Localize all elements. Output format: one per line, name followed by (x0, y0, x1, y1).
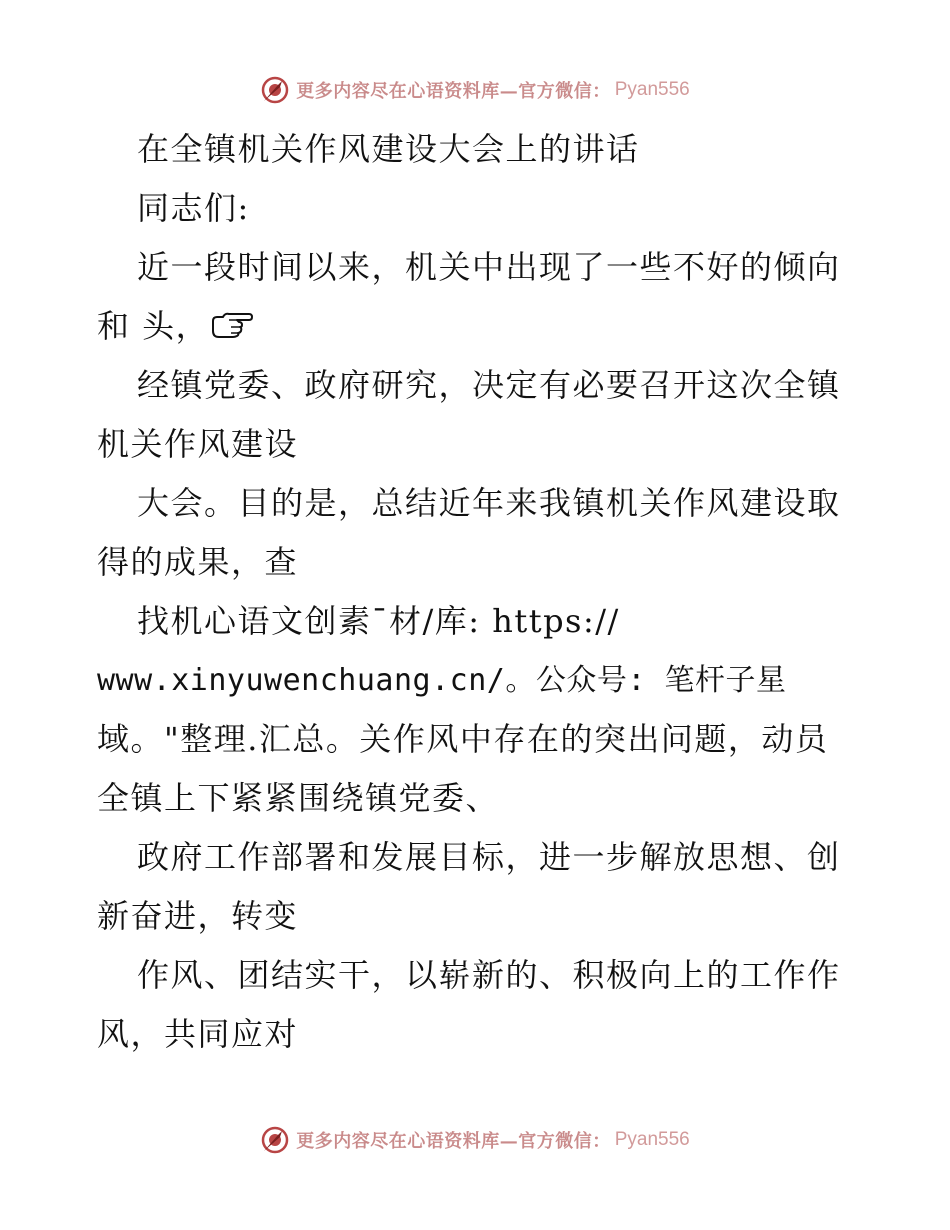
paragraph-line: 和 头， (97, 307, 210, 345)
paragraph-line: 作风、团结实干，以崭新的、积极向上的工作作 (137, 956, 841, 994)
paragraph-line: 近一段时间以来，机关中出现了一些不好的倾向 (137, 248, 841, 286)
quill-seal-icon (260, 1125, 290, 1155)
paragraph-line: 大会。目的是，总结近年来我镇机关作风建设取 (137, 484, 841, 522)
paragraph-line: 政府工作部署和发展目标，进一步解放思想、创 (137, 838, 841, 876)
paragraph-line: 全镇上下紧紧围绕镇党委、 (97, 779, 500, 817)
document-title: 在全镇机关作风建设大会上的讲话 (137, 130, 640, 168)
pointing-hand-icon (209, 311, 253, 339)
paragraph-line-url: www.xinyuwenchuang.cn/。公众号: 笔杆子星 (97, 663, 787, 698)
paragraph-line: 经镇党委、政府研究，决定有必要召开这次全镇 (137, 366, 841, 404)
paragraph-line: 找机心语文创素¯材/库: https:// (137, 602, 620, 640)
banner-text: 更多内容尽在心语资料库—官方微信： (296, 81, 611, 102)
paragraph-line: 风，共同应对 (97, 1015, 299, 1053)
paragraph-line: 机关作风建设 (97, 425, 299, 463)
greeting: 同志们: (137, 189, 250, 227)
wechat-id: Pyan556 (614, 79, 690, 100)
banner-text: 更多内容尽在心语资料库—官方微信： (296, 1131, 611, 1152)
paragraph-line-with-icon (97, 297, 857, 356)
paragraph-line: 得的成果，查 (97, 543, 299, 581)
quill-seal-icon (260, 75, 290, 105)
paragraph-line: 域。"整理.汇总。关作风中存在的突出问题，动员 (97, 720, 829, 758)
paragraph-line: 新奋进，转变 (97, 897, 299, 935)
wechat-id: Pyan556 (614, 1129, 690, 1150)
document-body (97, 120, 857, 1064)
header-banner (0, 70, 950, 110)
footer-banner (0, 1120, 950, 1160)
